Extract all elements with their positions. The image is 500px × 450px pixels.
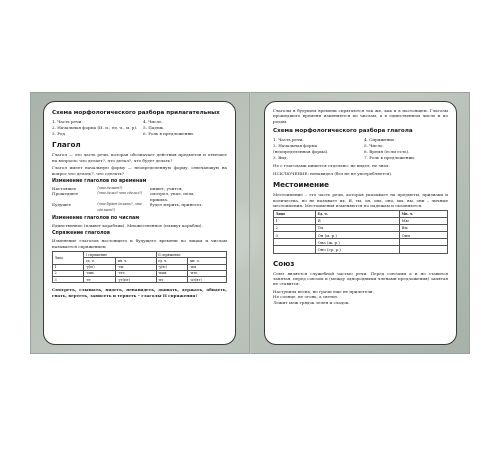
ne-exception-text: ИСКЛЮЧЕНИЕ: ненавидел (без не не употребляется).: [273, 170, 393, 176]
table-row: 2 -ешь -ете -ишь -ите: [53, 270, 227, 276]
table-row: 3 -ет -ут(ют) -ит -ат(ят): [53, 277, 227, 283]
verb-infinitive-text: Глагол имеет начальную форму — неопределенную форму, отвечающую на вопрос что делать?, что сделать?: [52, 165, 227, 176]
number-text: Единственное (плывет кораблик). Множественное (плывут корабли).: [52, 223, 203, 229]
conjugation-table: [52, 251, 227, 283]
right-page: [264, 101, 457, 345]
list-item: 2. Начальная форма: [273, 143, 318, 149]
table-row: 1 -у(ю) -ем -у(ю) -им: [53, 264, 227, 270]
union-example: Наступила весна, но грачи еще не прилетели.: [273, 288, 374, 294]
list-item: 4. Число.: [143, 119, 163, 124]
number-title: Изменение глаголов по числам: [52, 216, 140, 222]
list-item: 3. Вид.: [273, 154, 288, 160]
adjective-scheme-list: [52, 119, 227, 136]
ne-rule-text: Не с глаголами пишется отдельно: не видел, не знал.: [273, 163, 390, 169]
pronoun-section-title: Местоимение: [273, 180, 330, 190]
table-row: Лицо I спряжение II спряжение: [53, 252, 227, 258]
conjugation-rule: Смотреть, слышать, видеть, ненавидеть, дышать, держать, обидеть, гнать, вертеть, зависеть и терпеть – глаголы II спряжения!: [52, 287, 227, 298]
conjugation-text: Изменение глаголов настоящего и будущего времени по лицам и числам называется спряжением: [52, 238, 227, 249]
list-item: пришла.: [150, 196, 169, 202]
table-row: Она (ж. р.): [274, 239, 448, 246]
list-item: 3. Род.: [52, 130, 67, 136]
union-example: Лежит меж грядок зелен и сладок.: [273, 299, 350, 305]
pronoun-definition: Местоимение – это часть речи, которая указывает на предметы, признаки и количества, но не называет их. Я, ты, он, она, оно, мы, вы, они – личные местоимения. Местоимения изменяются по падежам и склоняются.: [273, 192, 448, 209]
table-row: Лицо Ед. ч. Мн. ч.: [274, 211, 448, 217]
table-row: ед. ч. мн. ч. ед. ч. мн. ч.: [53, 258, 227, 264]
table-row: Оно (ср. р.): [274, 246, 448, 253]
table-row: 2 Ты Вы: [274, 224, 448, 231]
future-tense-text: Глаголы в будущем времени спрягаются так же, как и в настоящем. Глаголы прошедшего времени изменяются по числам, а в единственном числе и по родам.: [273, 108, 448, 124]
tense-list: [52, 186, 227, 213]
book-spine: [249, 92, 251, 354]
list-item: 1. Часть речи.: [52, 119, 83, 124]
verb-scheme-title: Схема морфологического разбора глагола: [273, 128, 413, 135]
list-item: 1. Часть речи.: [273, 137, 304, 143]
list-item: 2. Начальная форма (И. п., ед. ч., м. р).: [52, 124, 138, 130]
verb-scheme-list: [273, 137, 448, 160]
pronoun-table: [273, 210, 448, 253]
list-item: 6. Время (если есть).: [364, 148, 410, 154]
list-item: 6. Роль в предложении.: [143, 130, 195, 136]
table-row: 1 Я Мы: [274, 217, 448, 224]
list-item: 5. Число.: [364, 143, 384, 149]
list-item: Настоящее (что делает?) пишет, учится,: [52, 186, 183, 192]
union-example: Не солнце, не огонь, а светит.: [273, 294, 339, 300]
left-page: [43, 101, 236, 345]
tense-title: Изменение глаголов по временам: [52, 179, 147, 185]
list-item: (неопределенная форма).: [273, 148, 329, 154]
list-item: Прошедшее (что делал? что сделал?) смотрел, упал, пела,: [52, 191, 195, 197]
list-item: 5. Падеж.: [143, 124, 165, 130]
verb-definition: Глагол — это часть речи, которая обозначает действия предметов и отвечает на вопросы: что делает?, что делал?, что будет делать?: [52, 152, 227, 163]
list-item: 4. Спряжение.: [364, 137, 396, 143]
conjugation-title: Спряжение глаголов: [52, 231, 110, 237]
adjective-scheme-title: Схема морфологического разбора прилагательных: [52, 110, 220, 116]
verb-section-title: Глагол: [52, 140, 81, 150]
list-item: Будущее (что будет делать?, что сделает?) будет мерить, принесет.: [52, 202, 203, 212]
union-text: Союз является служебной частью речи. Перед союзами а и но ставится запятая, перед союзом и (между однородными членами предложения) запятая не ставится.: [273, 270, 448, 287]
table-row: 3 Он (м. р.) Они: [274, 232, 448, 239]
union-section-title: Союз: [273, 258, 295, 268]
list-item: 7. Роль в предложении.: [364, 154, 416, 160]
